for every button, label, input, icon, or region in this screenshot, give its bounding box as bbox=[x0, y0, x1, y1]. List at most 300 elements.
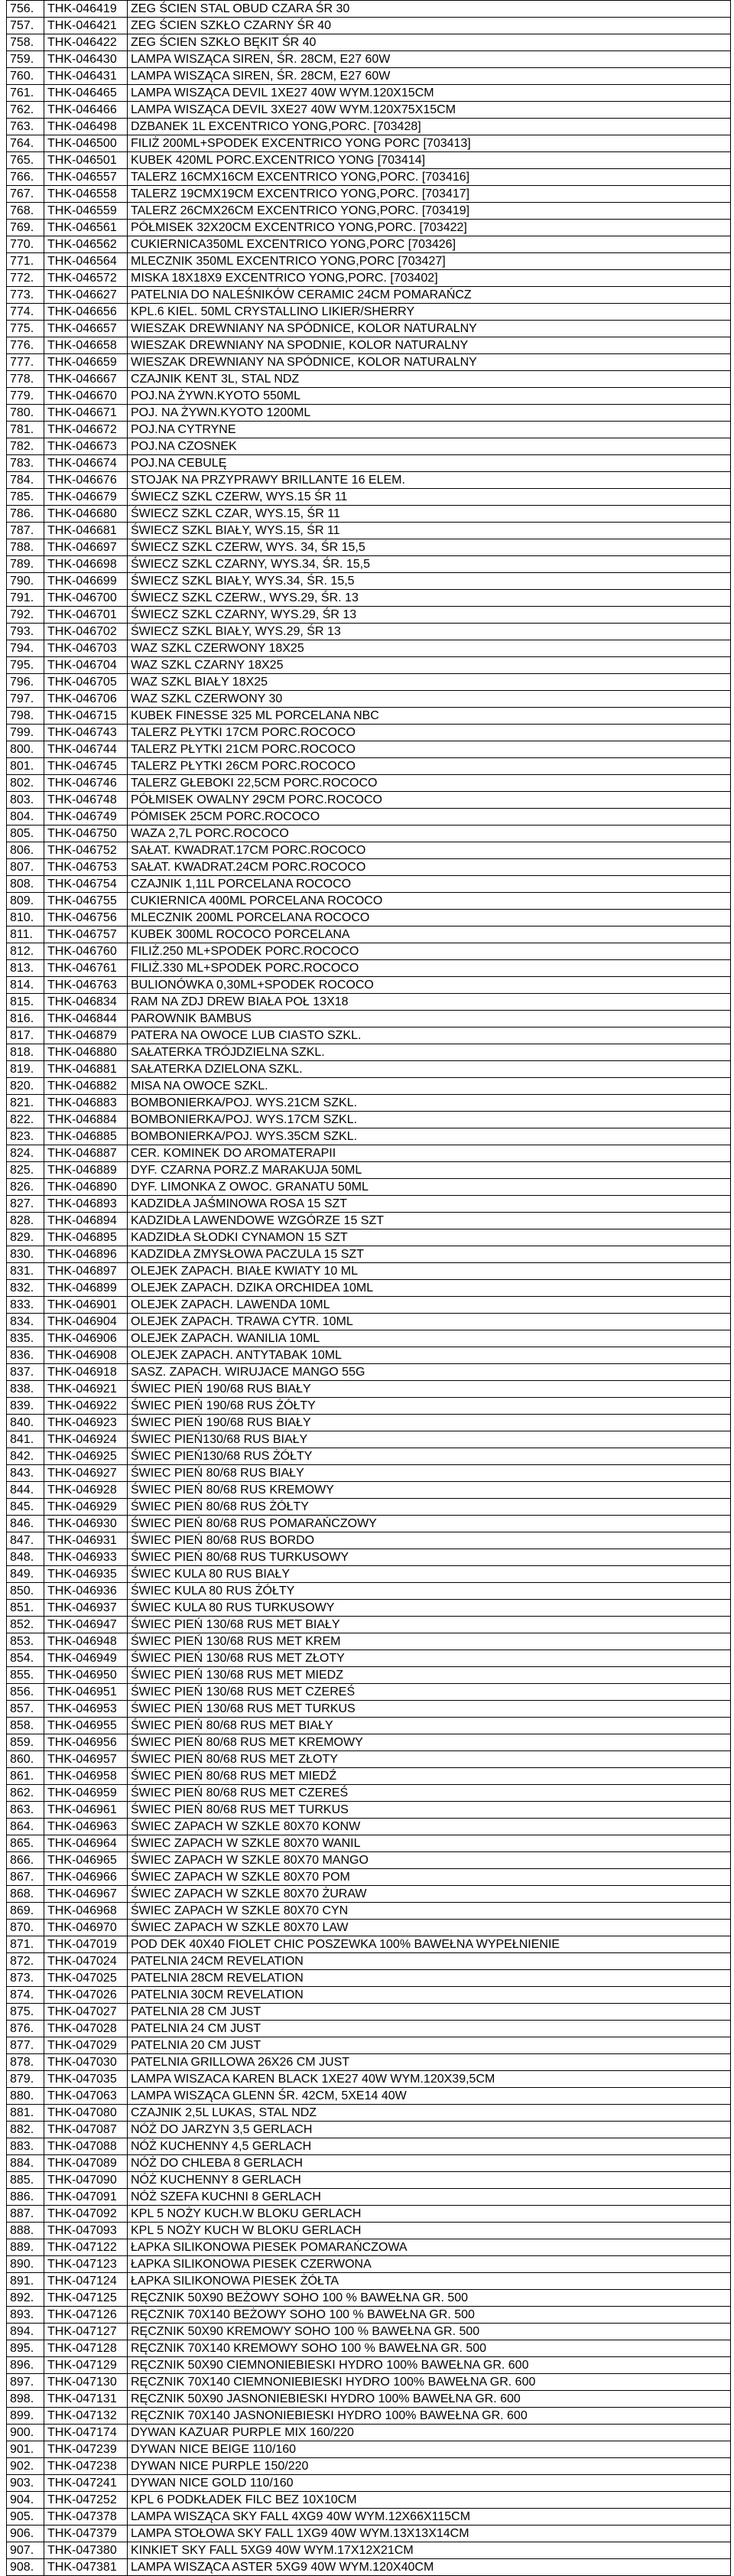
table-row bbox=[7, 119, 731, 135]
item-number: 894. bbox=[7, 2324, 44, 2340]
table-row bbox=[7, 1314, 731, 1330]
item-description: KPL 5 NOŻY KUCH W BLOKU GERLACH bbox=[128, 2223, 731, 2239]
item-number: 833. bbox=[7, 1297, 44, 1314]
table-row bbox=[7, 1785, 731, 1802]
item-description: KADZIDŁA ZMYSŁOWA PACZULA 15 SZT bbox=[128, 1246, 731, 1263]
item-number: 907. bbox=[7, 2542, 44, 2559]
table-row bbox=[7, 1886, 731, 1903]
table-row bbox=[7, 556, 731, 573]
item-number: 888. bbox=[7, 2223, 44, 2239]
item-code: THK-046659 bbox=[44, 354, 128, 371]
item-number: 819. bbox=[7, 1061, 44, 1078]
item-code: THK-046933 bbox=[44, 1549, 128, 1566]
table-row bbox=[7, 1718, 731, 1734]
item-description: MISA NA OWOCE SZKL. bbox=[128, 1078, 731, 1095]
item-code: THK-046927 bbox=[44, 1465, 128, 1482]
item-description: STOJAK NA PRZYPRAWY BRILLANTE 16 ELEM. bbox=[128, 472, 731, 489]
item-number: 808. bbox=[7, 876, 44, 893]
item-number: 904. bbox=[7, 2492, 44, 2509]
table-row bbox=[7, 2105, 731, 2122]
table-row bbox=[7, 1482, 731, 1499]
item-description: ŚWIEC PIEŃ 130/68 RUS MET BIAŁY bbox=[128, 1617, 731, 1633]
item-code: THK-046883 bbox=[44, 1095, 128, 1112]
item-code: THK-046961 bbox=[44, 1802, 128, 1819]
item-code: THK-046923 bbox=[44, 1415, 128, 1431]
item-code: THK-047026 bbox=[44, 1987, 128, 2004]
item-code: THK-047239 bbox=[44, 2441, 128, 2458]
item-description: ŚWIEC PIEŃ 80/68 RUS TURKUSOWY bbox=[128, 1549, 731, 1566]
item-description: DYF. LIMONKA Z OWOC. GRANATU 50ML bbox=[128, 1179, 731, 1196]
item-number: 815. bbox=[7, 994, 44, 1011]
item-description: CZAJNIK KENT 3L, STAL NDZ bbox=[128, 371, 731, 388]
table-row bbox=[7, 2391, 731, 2408]
item-code: THK-046901 bbox=[44, 1297, 128, 1314]
item-number: 891. bbox=[7, 2273, 44, 2290]
item-code: THK-046882 bbox=[44, 1078, 128, 1095]
inventory-table-body bbox=[7, 1, 731, 2576]
item-number: 778. bbox=[7, 371, 44, 388]
item-code: THK-047088 bbox=[44, 2138, 128, 2155]
item-number: 822. bbox=[7, 1112, 44, 1128]
item-code: THK-046422 bbox=[44, 34, 128, 51]
item-description: BOMBONIERKA/POJ. WYS.17CM SZKL. bbox=[128, 1112, 731, 1128]
item-description: WAZ SZKL BIAŁY 18X25 bbox=[128, 674, 731, 691]
item-code: THK-046681 bbox=[44, 523, 128, 539]
table-row bbox=[7, 573, 731, 590]
item-description: DZBANEK 1L EXCENTRICO YONG,PORC. [703428] bbox=[128, 119, 731, 135]
item-description: PAROWNIK BAMBUS bbox=[128, 1011, 731, 1027]
table-row bbox=[7, 405, 731, 422]
item-code: THK-046958 bbox=[44, 1768, 128, 1785]
item-code: THK-046703 bbox=[44, 640, 128, 657]
table-row bbox=[7, 893, 731, 910]
inventory-sheet bbox=[6, 0, 728, 2576]
item-code: THK-047092 bbox=[44, 2206, 128, 2223]
item-code: THK-046956 bbox=[44, 1734, 128, 1751]
item-code: THK-046561 bbox=[44, 220, 128, 236]
item-code: THK-046929 bbox=[44, 1499, 128, 1516]
item-number: 890. bbox=[7, 2256, 44, 2273]
item-description: NÓŻ KUCHENNY 8 GERLACH bbox=[128, 2172, 731, 2189]
item-number: 845. bbox=[7, 1499, 44, 1516]
item-description: LAMPA WISZĄCA SIREN, ŚR. 28CM, E27 60W bbox=[128, 68, 731, 85]
item-code: THK-047238 bbox=[44, 2458, 128, 2475]
item-number: 844. bbox=[7, 1482, 44, 1499]
item-description: ŚWIEC PIEŃ 80/68 RUS KREMOWY bbox=[128, 1482, 731, 1499]
item-description: DYWAN NICE PURPLE 150/220 bbox=[128, 2458, 731, 2475]
item-code: THK-046950 bbox=[44, 1667, 128, 1684]
table-row bbox=[7, 236, 731, 253]
table-row bbox=[7, 220, 731, 236]
item-number: 827. bbox=[7, 1196, 44, 1213]
item-number: 814. bbox=[7, 977, 44, 994]
table-row bbox=[7, 607, 731, 624]
item-description: TALERZ 16CMX16CM EXCENTRICO YONG,PORC. [703416] bbox=[128, 169, 731, 186]
item-number: 866. bbox=[7, 1852, 44, 1869]
item-number: 871. bbox=[7, 1936, 44, 1953]
table-row bbox=[7, 2441, 731, 2458]
item-number: 818. bbox=[7, 1044, 44, 1061]
item-code: THK-046922 bbox=[44, 1398, 128, 1415]
item-number: 760. bbox=[7, 68, 44, 85]
item-code: THK-047024 bbox=[44, 1953, 128, 1970]
item-code: THK-046951 bbox=[44, 1684, 128, 1701]
table-row bbox=[7, 1516, 731, 1532]
item-number: 882. bbox=[7, 2122, 44, 2138]
item-code: THK-046466 bbox=[44, 102, 128, 119]
table-row bbox=[7, 1263, 731, 1280]
table-row bbox=[7, 2054, 731, 2071]
item-description: LAMPA WISZĄCA DEVIL 3XE27 40W WYM.120X75X15CM bbox=[128, 102, 731, 119]
item-description: ZEG ŚCIEN STAL OBUD CZARA ŚR 30 bbox=[128, 1, 731, 18]
item-code: THK-047027 bbox=[44, 2004, 128, 2021]
item-code: THK-046559 bbox=[44, 203, 128, 220]
table-row bbox=[7, 1852, 731, 1869]
item-number: 793. bbox=[7, 624, 44, 640]
table-row bbox=[7, 1953, 731, 1970]
table-row bbox=[7, 775, 731, 792]
item-number: 792. bbox=[7, 607, 44, 624]
item-description: PATELNIA 24 CM JUST bbox=[128, 2021, 731, 2037]
item-code: THK-047089 bbox=[44, 2155, 128, 2172]
item-code: THK-047125 bbox=[44, 2290, 128, 2307]
item-code: THK-046897 bbox=[44, 1263, 128, 1280]
table-row bbox=[7, 1987, 731, 2004]
item-code: THK-046880 bbox=[44, 1044, 128, 1061]
item-code: THK-047091 bbox=[44, 2189, 128, 2206]
item-code: THK-046970 bbox=[44, 1920, 128, 1936]
item-description: RĘCZNIK 70X140 BEŻOWY SOHO 100 % BAWEŁNA GR. 500 bbox=[128, 2307, 731, 2324]
item-code: THK-046558 bbox=[44, 186, 128, 203]
item-number: 853. bbox=[7, 1633, 44, 1650]
item-code: THK-047025 bbox=[44, 1970, 128, 1987]
item-description: KADZIDŁA LAWENDOWE WZGÓRZE 15 SZT bbox=[128, 1213, 731, 1229]
item-code: THK-047252 bbox=[44, 2492, 128, 2509]
item-code: THK-046763 bbox=[44, 977, 128, 994]
item-description: PÓŁMISEK OWALNY 29CM PORC.ROCOCO bbox=[128, 792, 731, 809]
item-code: THK-046671 bbox=[44, 405, 128, 422]
table-row bbox=[7, 640, 731, 657]
item-code: THK-047124 bbox=[44, 2273, 128, 2290]
item-number: 898. bbox=[7, 2391, 44, 2408]
item-description: KINKIET SKY FALL 5XG9 40W WYM.17X12X21CM bbox=[128, 2542, 731, 2559]
item-number: 821. bbox=[7, 1095, 44, 1112]
table-row bbox=[7, 927, 731, 943]
table-row bbox=[7, 169, 731, 186]
item-description: ŚWIECZ SZKL CZARNY, WYS.34, ŚR. 15,5 bbox=[128, 556, 731, 573]
item-code: THK-046755 bbox=[44, 893, 128, 910]
item-number: 868. bbox=[7, 1886, 44, 1903]
item-code: THK-046699 bbox=[44, 573, 128, 590]
item-number: 897. bbox=[7, 2374, 44, 2391]
item-description: ŚWIEC PIEŃ 190/68 RUS ŻÓŁTY bbox=[128, 1398, 731, 1415]
item-number: 799. bbox=[7, 725, 44, 741]
table-row bbox=[7, 1364, 731, 1381]
item-code: THK-046670 bbox=[44, 388, 128, 405]
table-row bbox=[7, 1802, 731, 1819]
item-number: 774. bbox=[7, 304, 44, 321]
item-code: THK-046844 bbox=[44, 1011, 128, 1027]
item-code: THK-046899 bbox=[44, 1280, 128, 1297]
table-row bbox=[7, 2307, 731, 2324]
table-row bbox=[7, 1095, 731, 1112]
table-row bbox=[7, 1936, 731, 1953]
table-row bbox=[7, 2138, 731, 2155]
table-row bbox=[7, 1297, 731, 1314]
table-row bbox=[7, 1734, 731, 1751]
table-row bbox=[7, 1819, 731, 1835]
item-number: 843. bbox=[7, 1465, 44, 1482]
table-row bbox=[7, 1027, 731, 1044]
item-code: THK-046744 bbox=[44, 741, 128, 758]
table-row bbox=[7, 1011, 731, 1027]
item-description: LAMPA WISZĄCA ASTER 5XG9 40W WYM.120X40CM bbox=[128, 2559, 731, 2576]
item-description: LAMPA WISZACA KAREN BLACK 1XE27 40W WYM.120X39,5CM bbox=[128, 2071, 731, 2088]
item-number: 877. bbox=[7, 2037, 44, 2054]
item-description: MISKA 18X18X9 EXCENTRICO YONG,PORC. [703402] bbox=[128, 270, 731, 287]
item-description: LAMPA WISZĄCA SKY FALL 4XG9 40W WYM.12X66X115CM bbox=[128, 2509, 731, 2526]
item-description: ŚWIEC PIEŃ 80/68 RUS MET MIEDŹ bbox=[128, 1768, 731, 1785]
item-code: THK-046431 bbox=[44, 68, 128, 85]
item-number: 831. bbox=[7, 1263, 44, 1280]
item-description: BOMBONIERKA/POJ. WYS.21CM SZKL. bbox=[128, 1095, 731, 1112]
table-row bbox=[7, 1179, 731, 1196]
item-description: LAMPA WISZĄCA SIREN, ŚR. 28CM, E27 60W bbox=[128, 51, 731, 68]
item-description: WAZ SZKL CZARNY 18X25 bbox=[128, 657, 731, 674]
item-code: THK-046921 bbox=[44, 1381, 128, 1398]
item-code: THK-046705 bbox=[44, 674, 128, 691]
item-description: PÓMISEK 25CM PORC.ROCOCO bbox=[128, 809, 731, 826]
item-code: THK-046955 bbox=[44, 1718, 128, 1734]
item-code: THK-047380 bbox=[44, 2542, 128, 2559]
item-code: THK-047087 bbox=[44, 2122, 128, 2138]
table-row bbox=[7, 792, 731, 809]
item-description: ŚWIEC ZAPACH W SZKLE 80X70 KONW bbox=[128, 1819, 731, 1835]
item-description: WIESZAK DREWNIANY NA SPODNIE, KOLOR NATURALNY bbox=[128, 337, 731, 354]
table-row bbox=[7, 2425, 731, 2441]
table-row bbox=[7, 51, 731, 68]
table-row bbox=[7, 2526, 731, 2542]
item-code: THK-046834 bbox=[44, 994, 128, 1011]
item-description: TALERZ 19CMX19CM EXCENTRICO YONG,PORC. [703417] bbox=[128, 186, 731, 203]
table-row bbox=[7, 523, 731, 539]
item-number: 885. bbox=[7, 2172, 44, 2189]
item-number: 829. bbox=[7, 1229, 44, 1246]
item-description: OLEJEK ZAPACH. LAWENDA 10ML bbox=[128, 1297, 731, 1314]
item-number: 883. bbox=[7, 2138, 44, 2155]
table-row bbox=[7, 876, 731, 893]
item-description: SASZ. ZAPACH. WIRUJACE MANGO 55G bbox=[128, 1364, 731, 1381]
item-number: 784. bbox=[7, 472, 44, 489]
item-description: POJ.NA CEBULĘ bbox=[128, 455, 731, 472]
item-description: ŚWIECZ SZKL BIAŁY, WYS.34, ŚR. 15,5 bbox=[128, 573, 731, 590]
table-row bbox=[7, 590, 731, 607]
item-number: 846. bbox=[7, 1516, 44, 1532]
item-number: 788. bbox=[7, 539, 44, 556]
item-number: 764. bbox=[7, 135, 44, 152]
item-number: 807. bbox=[7, 859, 44, 876]
item-code: THK-046746 bbox=[44, 775, 128, 792]
item-code: THK-046935 bbox=[44, 1566, 128, 1583]
table-row bbox=[7, 2122, 731, 2138]
item-description: ŚWIEC PIEŃ 80/68 RUS ŻÓŁTY bbox=[128, 1499, 731, 1516]
item-code: THK-046949 bbox=[44, 1650, 128, 1667]
table-row bbox=[7, 2206, 731, 2223]
item-code: THK-047093 bbox=[44, 2223, 128, 2239]
item-code: THK-047063 bbox=[44, 2088, 128, 2105]
item-description: WAZ SZKL CZERWONY 18X25 bbox=[128, 640, 731, 657]
item-description: OLEJEK ZAPACH. TRAWA CYTR. 10ML bbox=[128, 1314, 731, 1330]
item-description: POJ.NA CZOSNEK bbox=[128, 438, 731, 455]
item-code: THK-046965 bbox=[44, 1852, 128, 1869]
item-number: 886. bbox=[7, 2189, 44, 2206]
table-row bbox=[7, 18, 731, 34]
item-description: ZEG ŚCIEN SZKŁO BĘKIT ŚR 40 bbox=[128, 34, 731, 51]
item-number: 857. bbox=[7, 1701, 44, 1718]
item-description: ŚWIEC ZAPACH W SZKLE 80X70 ŻURAW bbox=[128, 1886, 731, 1903]
item-number: 811. bbox=[7, 927, 44, 943]
item-number: 854. bbox=[7, 1650, 44, 1667]
item-description: WAZA 2,7L PORC.ROCOCO bbox=[128, 826, 731, 842]
item-code: THK-047122 bbox=[44, 2239, 128, 2256]
item-description: WIESZAK DREWNIANY NA SPÓDNICE, KOLOR NATURALNY bbox=[128, 354, 731, 371]
item-description: RĘCZNIK 70X140 KREMOWY SOHO 100 % BAWEŁNA GR. 500 bbox=[128, 2340, 731, 2357]
item-number: 867. bbox=[7, 1869, 44, 1886]
table-row bbox=[7, 1617, 731, 1633]
item-number: 847. bbox=[7, 1532, 44, 1549]
item-description: ŚWIEC PIEŃ 80/68 RUS MET ZŁOTY bbox=[128, 1751, 731, 1768]
item-description: PATELNIA DO NALEŚNIKÓW CERAMIC 24CM POMARAŃCZ bbox=[128, 287, 731, 304]
table-row bbox=[7, 1549, 731, 1566]
item-description: ŚWIEC PIEŃ 190/68 RUS BIAŁY bbox=[128, 1381, 731, 1398]
item-code: THK-046968 bbox=[44, 1903, 128, 1920]
table-row bbox=[7, 321, 731, 337]
table-row bbox=[7, 2408, 731, 2425]
table-row bbox=[7, 1768, 731, 1785]
table-row bbox=[7, 1667, 731, 1684]
table-row bbox=[7, 2239, 731, 2256]
item-description: PATELNIA 20 CM JUST bbox=[128, 2037, 731, 2054]
table-row bbox=[7, 472, 731, 489]
table-row bbox=[7, 287, 731, 304]
item-description: ŚWIEC PIEŃ 80/68 RUS MET CZEREŚ bbox=[128, 1785, 731, 1802]
item-number: 878. bbox=[7, 2054, 44, 2071]
item-description: RĘCZNIK 50X90 JASNONIEBIESKI HYDRO 100% BAWEŁNA GR. 600 bbox=[128, 2391, 731, 2408]
table-row bbox=[7, 1330, 731, 1347]
item-description: TALERZ 26CMX26CM EXCENTRICO YONG,PORC. [703419] bbox=[128, 203, 731, 220]
item-number: 849. bbox=[7, 1566, 44, 1583]
item-number: 758. bbox=[7, 34, 44, 51]
item-number: 782. bbox=[7, 438, 44, 455]
table-row bbox=[7, 2071, 731, 2088]
item-number: 862. bbox=[7, 1785, 44, 1802]
item-description: CUKIERNICA350ML EXCENTRICO YONG,PORC [703426] bbox=[128, 236, 731, 253]
item-number: 787. bbox=[7, 523, 44, 539]
item-description: PÓŁMISEK 32X20CM EXCENTRICO YONG,PORC. [703422] bbox=[128, 220, 731, 236]
item-number: 837. bbox=[7, 1364, 44, 1381]
item-description: POJ. NA ŻYWN.KYOTO 1200ML bbox=[128, 405, 731, 422]
item-description: OLEJEK ZAPACH. DZIKA ORCHIDEA 10ML bbox=[128, 1280, 731, 1297]
item-code: THK-047379 bbox=[44, 2526, 128, 2542]
table-row bbox=[7, 1280, 731, 1297]
item-number: 756. bbox=[7, 1, 44, 18]
item-code: THK-046890 bbox=[44, 1179, 128, 1196]
item-code: THK-047174 bbox=[44, 2425, 128, 2441]
item-code: THK-046757 bbox=[44, 927, 128, 943]
table-row bbox=[7, 489, 731, 506]
item-description: RĘCZNIK 50X90 BEŻOWY SOHO 100 % BAWEŁNA GR. 500 bbox=[128, 2290, 731, 2307]
item-code: THK-046680 bbox=[44, 506, 128, 523]
item-number: 809. bbox=[7, 893, 44, 910]
item-code: THK-046673 bbox=[44, 438, 128, 455]
item-number: 876. bbox=[7, 2021, 44, 2037]
table-row bbox=[7, 2458, 731, 2475]
item-code: THK-046908 bbox=[44, 1347, 128, 1364]
table-row bbox=[7, 388, 731, 405]
table-row bbox=[7, 2374, 731, 2391]
item-number: 789. bbox=[7, 556, 44, 573]
item-number: 820. bbox=[7, 1078, 44, 1095]
item-description: PATELNIA 24CM REVELATION bbox=[128, 1953, 731, 1970]
item-number: 795. bbox=[7, 657, 44, 674]
table-row bbox=[7, 2256, 731, 2273]
item-code: THK-046754 bbox=[44, 876, 128, 893]
table-row bbox=[7, 691, 731, 708]
item-number: 838. bbox=[7, 1381, 44, 1398]
table-row bbox=[7, 943, 731, 960]
item-number: 869. bbox=[7, 1903, 44, 1920]
item-description: RĘCZNIK 70X140 JASNONIEBIESKI HYDRO 100% BAWEŁNA GR. 600 bbox=[128, 2408, 731, 2425]
item-description: SAŁATERKA TRÓJDZIELNA SZKL. bbox=[128, 1044, 731, 1061]
item-code: THK-047129 bbox=[44, 2357, 128, 2374]
item-number: 802. bbox=[7, 775, 44, 792]
item-number: 762. bbox=[7, 102, 44, 119]
item-code: THK-046562 bbox=[44, 236, 128, 253]
table-row bbox=[7, 539, 731, 556]
item-description: ŚWIEC PIEŃ 130/68 RUS MET KREM bbox=[128, 1633, 731, 1650]
item-code: THK-046879 bbox=[44, 1027, 128, 1044]
item-description: DYWAN NICE BEIGE 110/160 bbox=[128, 2441, 731, 2458]
item-code: THK-046465 bbox=[44, 85, 128, 102]
table-row bbox=[7, 2340, 731, 2357]
item-description: CZAJNIK 1,11L PORCELANA ROCOCO bbox=[128, 876, 731, 893]
item-code: THK-047131 bbox=[44, 2391, 128, 2408]
item-description: ŚWIEC PIEŃ 80/68 RUS MET BIAŁY bbox=[128, 1718, 731, 1734]
item-description: NÓŻ SZEFA KUCHNI 8 GERLACH bbox=[128, 2189, 731, 2206]
item-code: THK-046925 bbox=[44, 1448, 128, 1465]
item-code: THK-047130 bbox=[44, 2374, 128, 2391]
item-code: THK-046895 bbox=[44, 1229, 128, 1246]
item-number: 839. bbox=[7, 1398, 44, 1415]
table-row bbox=[7, 203, 731, 220]
item-code: THK-047035 bbox=[44, 2071, 128, 2088]
item-description: WIESZAK DREWNIANY NA SPÓDNICE, KOLOR NATURALNY bbox=[128, 321, 731, 337]
item-number: 861. bbox=[7, 1768, 44, 1785]
item-number: 816. bbox=[7, 1011, 44, 1027]
item-number: 892. bbox=[7, 2290, 44, 2307]
item-code: THK-046947 bbox=[44, 1617, 128, 1633]
table-row bbox=[7, 842, 731, 859]
item-code: THK-046948 bbox=[44, 1633, 128, 1650]
item-number: 870. bbox=[7, 1920, 44, 1936]
item-description: NÓŻ DO CHLEBA 8 GERLACH bbox=[128, 2155, 731, 2172]
table-row bbox=[7, 135, 731, 152]
item-number: 875. bbox=[7, 2004, 44, 2021]
item-code: THK-046501 bbox=[44, 152, 128, 169]
item-code: THK-046627 bbox=[44, 287, 128, 304]
item-number: 851. bbox=[7, 1600, 44, 1617]
item-description: BOMBONIERKA/POJ. WYS.35CM SZKL. bbox=[128, 1128, 731, 1145]
